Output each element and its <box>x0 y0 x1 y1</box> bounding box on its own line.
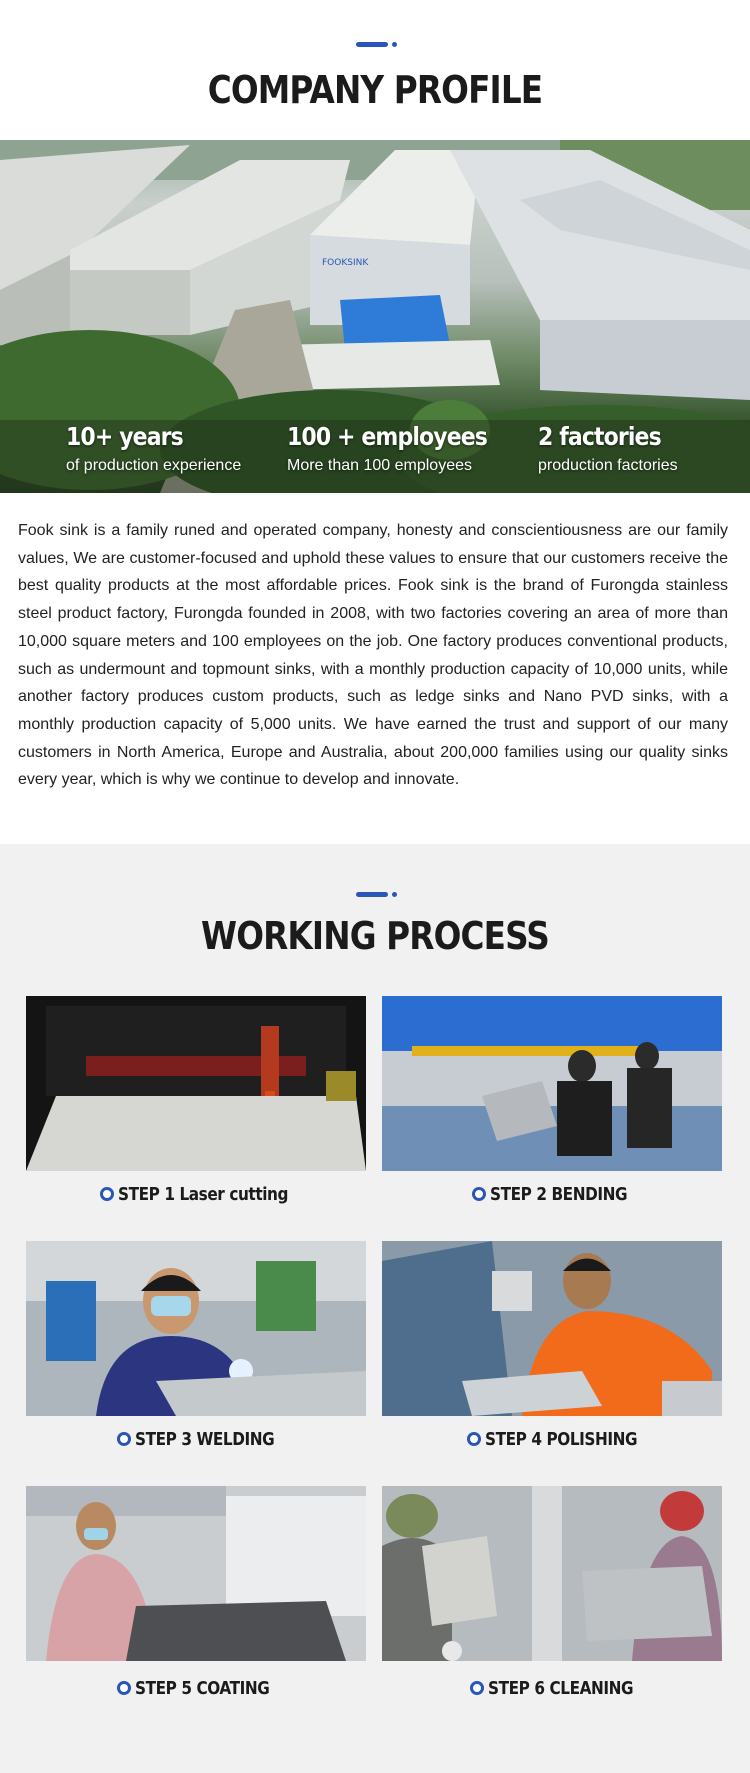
step-bullet-icon <box>100 1187 114 1201</box>
company-description: Fook sink is a family runed and operated company, honesty and conscientiousness are our family values, We are customer-focused and uphold these values to ensure that our customers receive the best quality products at the most affordable prices. Fook sink is the brand of Furongda stainless steel product factory, Furongda founded in 2008, with two factories covering an area of more than 10,000 square meters and 100 employees on the job. One factory produces conventional products, such as undermount and topmount sinks, with a monthly production capacity of 10,000 units, while another factory produces custom products, such as ledge sinks and Nano PVD sinks, with a monthly production capacity of 5,000 units. We have earned the trust and support of our many customers in North America, Europe and Australia, about 200,000 families using our quality sinks every year, which is why we continue to develop and innovate. <box>18 522 728 789</box>
step-3-image <box>26 1241 366 1416</box>
step-5-label: STEP 5 COATING <box>117 1676 293 1700</box>
factory-sign: FOOKSINK <box>322 258 369 268</box>
decoration-bar <box>356 892 388 897</box>
step-bullet-icon <box>472 1187 486 1201</box>
laser-cutting-photo <box>26 996 366 1171</box>
step-bullet-icon <box>117 1432 131 1446</box>
step-5-image <box>26 1486 366 1661</box>
working-process-section <box>0 844 750 1773</box>
step-bullet-icon <box>470 1681 484 1695</box>
stat-years <box>66 422 241 475</box>
decoration-dot <box>392 892 397 897</box>
stat-factories-value: 2 factories <box>538 422 661 451</box>
decoration-bar <box>356 42 388 47</box>
step-2-image <box>382 996 722 1171</box>
step-6-image <box>382 1486 722 1661</box>
stat-employees-caption: More than 100 employees <box>287 457 472 474</box>
step-4-image <box>382 1241 722 1416</box>
welding-photo <box>26 1241 366 1416</box>
step-bullet-icon <box>467 1432 481 1446</box>
working-process-title: WORKING PROCESS <box>201 914 549 958</box>
stat-years-value: 10+ years <box>66 422 183 451</box>
title-decoration <box>0 892 750 898</box>
stat-employees-value: 100 + employees <box>287 422 488 451</box>
factory-hero-image <box>0 140 750 493</box>
decoration-dot <box>392 42 397 47</box>
step-bullet-icon <box>117 1681 131 1695</box>
step-6-label: STEP 6 CLEANING <box>470 1676 659 1700</box>
stat-employees <box>287 422 514 475</box>
coating-photo <box>26 1486 366 1661</box>
bending-photo <box>382 996 722 1171</box>
title-decoration <box>0 42 750 48</box>
step-2-label: STEP 2 BENDING <box>472 1182 651 1206</box>
stat-factories-caption: production factories <box>538 457 678 474</box>
polishing-photo <box>382 1241 722 1416</box>
company-profile-title: COMPANY PROFILE <box>207 68 543 112</box>
cleaning-photo <box>382 1486 722 1661</box>
step-1-image <box>26 996 366 1171</box>
stat-years-caption: of production experience <box>66 457 242 474</box>
step-1-label: STEP 1 Laser cutting <box>100 1182 318 1206</box>
stat-factories <box>538 422 678 475</box>
step-3-label: STEP 3 WELDING <box>117 1427 299 1451</box>
step-4-label: STEP 4 POLISHING <box>467 1427 664 1451</box>
